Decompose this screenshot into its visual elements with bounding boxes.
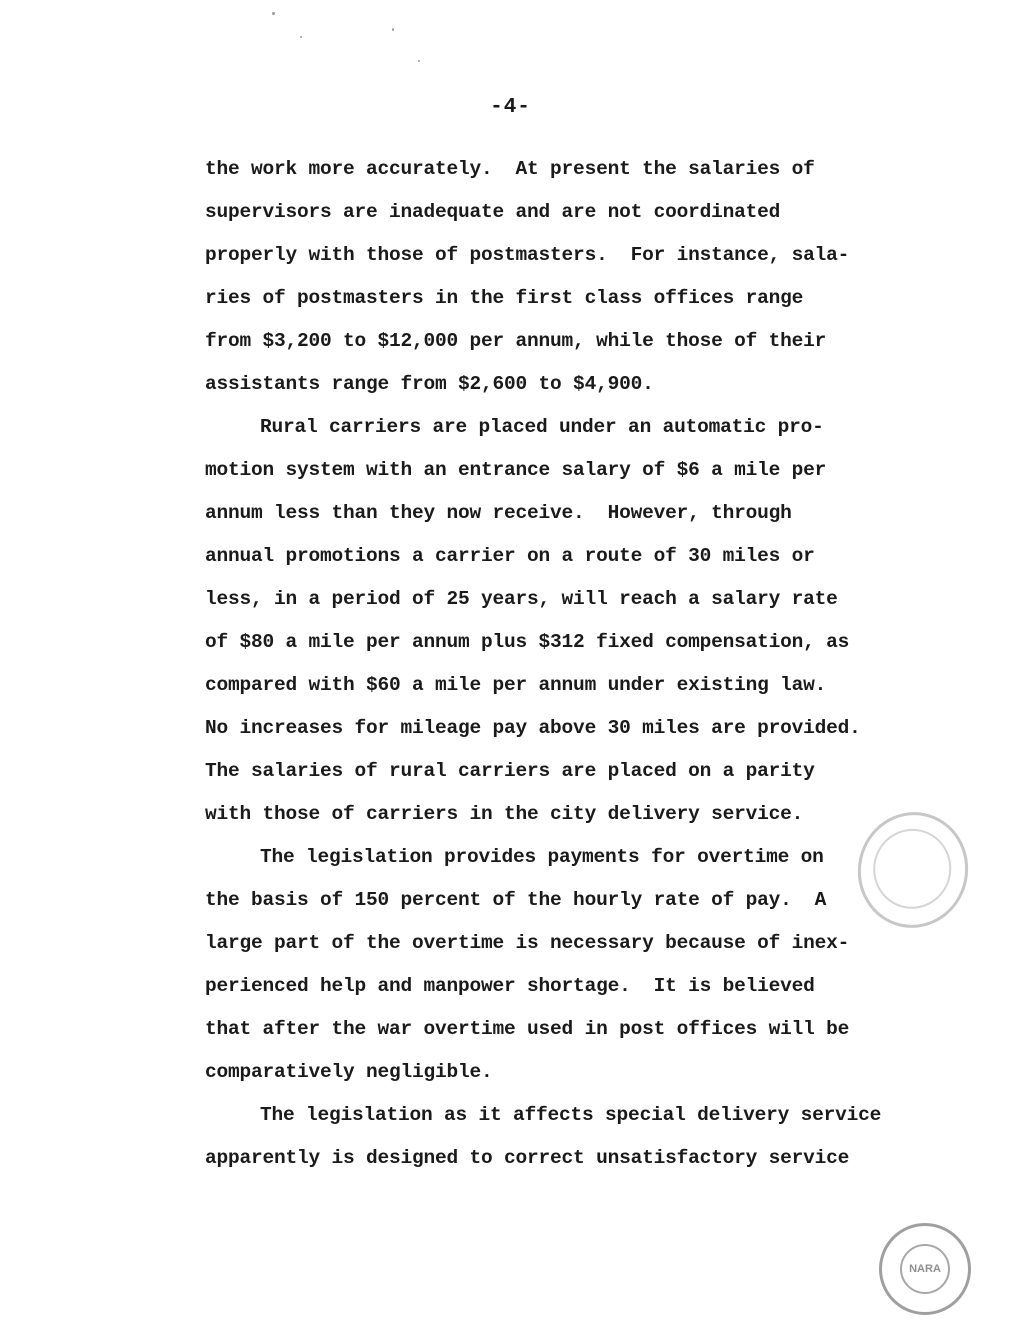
seal-label: NARA	[909, 1263, 941, 1275]
text-line: compared with $60 a mile per annum under existing law.	[205, 674, 827, 696]
text-line: annual promotions a carrier on a route of 30 miles or	[205, 545, 815, 567]
stamp-inner-ring	[866, 822, 959, 916]
national-archives-stamp	[847, 802, 979, 938]
text-line: The salaries of rural carriers are placed on a parity	[205, 760, 815, 782]
text-line: the basis of 150 percent of the hourly rate of pay. A	[205, 889, 827, 911]
truman-library-seal	[879, 1223, 971, 1315]
text-line: of $80 a mile per annum plus $312 fixed compensation, as	[205, 631, 850, 653]
text-line: perienced help and manpower shortage. It is believed	[205, 975, 815, 997]
text-line: large part of the overtime is necessary because of inex-	[205, 932, 850, 954]
text-line: No increases for mileage pay above 30 miles are provided.	[205, 717, 861, 739]
text-line: apparently is designed to correct unsatisfactory service	[205, 1147, 850, 1169]
text-line: from $3,200 to $12,000 per annum, while those of their	[205, 330, 827, 352]
text-line: comparatively negligible.	[205, 1061, 493, 1083]
text-line: properly with those of postmasters. For instance, sala-	[205, 244, 850, 266]
text-line: assistants range from $2,600 to $4,900.	[205, 373, 654, 395]
text-line: motion system with an entrance salary of $6 a mile per	[205, 459, 827, 481]
paragraph-start-line: The legislation provides payments for overtime on	[260, 846, 824, 868]
body-text	[205, 152, 882, 1184]
text-line: supervisors are inadequate and are not coordinated	[205, 201, 781, 223]
text-line: less, in a period of 25 years, will reach a salary rate	[205, 588, 838, 610]
paper-speck	[418, 60, 420, 62]
paragraph-start-line: The legislation as it affects special delivery service	[260, 1104, 882, 1126]
paper-speck	[272, 12, 275, 15]
text-line: ries of postmasters in the first class offices range	[205, 287, 804, 309]
paper-speck	[300, 36, 302, 38]
text-line: that after the war overtime used in post offices will be	[205, 1018, 850, 1040]
paragraph-start-line: Rural carriers are placed under an automatic pro-	[260, 416, 824, 438]
page-number: -4-	[490, 96, 531, 119]
text-line: the work more accurately. At present the salaries of	[205, 158, 815, 180]
text-line: with those of carriers in the city delivery service.	[205, 803, 804, 825]
text-line: annum less than they now receive. However, through	[205, 502, 792, 524]
paper-speck	[392, 28, 394, 31]
